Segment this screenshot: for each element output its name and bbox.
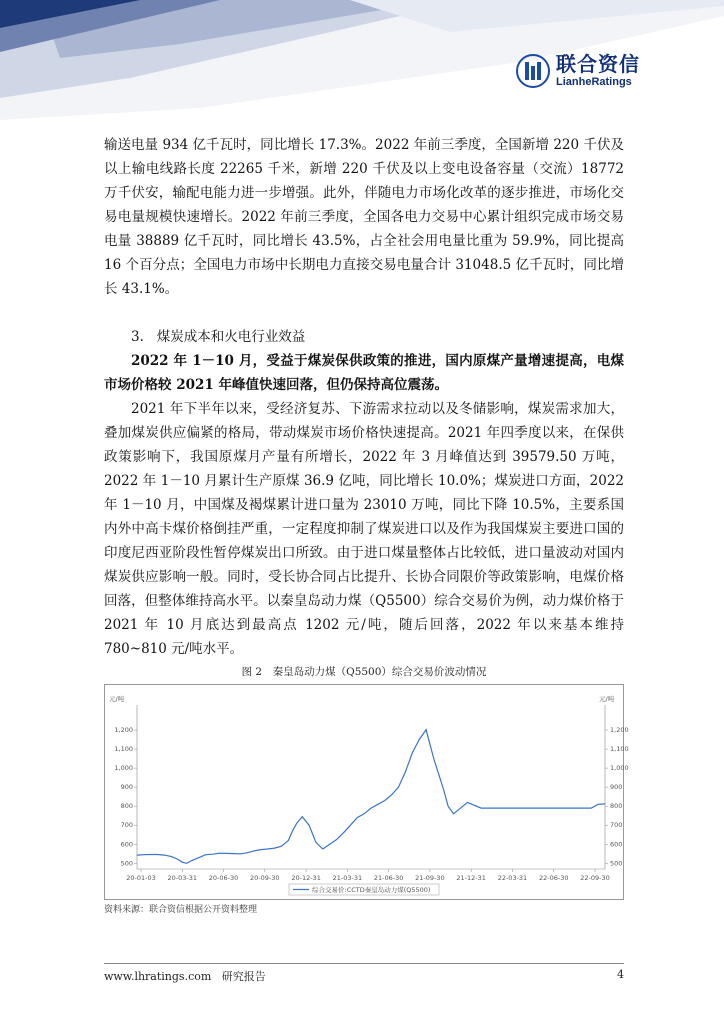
y-tick-label-left: 1,200 [114,726,133,735]
page-number: 4 [617,968,624,981]
data-point [296,823,297,824]
data-point [550,808,551,809]
data-point [467,802,468,803]
data-point [199,857,200,858]
x-tick-label: 22-06-30 [538,874,569,882]
y-tick-label-right: 800 [610,802,623,811]
data-point [378,804,379,805]
data-point [240,853,241,854]
data-point [448,806,449,807]
footer-divider [104,963,624,964]
y-tick-label-right: 700 [610,821,623,830]
bold-summary: 2022 年 1－10 月，受益于煤炭保供政策的推进，国内原煤产量增速提高，电煤市场价格较 2021 年峰值快速回落，但仍保持高位震荡。 [104,353,624,393]
y-tick-label-right: 500 [610,859,623,868]
data-point [292,831,293,832]
data-point [426,729,427,730]
x-tick-label: 22-03-31 [497,874,528,882]
lianhe-logo [516,54,640,88]
data-point [150,854,151,855]
x-tick-label: 21-09-30 [415,874,445,882]
data-point [536,808,537,809]
y-tick-label-right: 600 [610,840,623,849]
data-point [430,745,431,746]
series-line-q5500 [137,730,605,864]
data-point [302,816,303,817]
data-point [205,854,206,855]
data-point [605,804,606,805]
x-tick-label: 20-03-31 [167,874,198,882]
logo-cn-text: 联合资信 [556,52,640,76]
x-tick-label: 21-06-30 [373,874,404,882]
y-tick-label-left: 600 [120,840,133,849]
data-point [434,760,435,761]
data-point [508,808,509,809]
data-point [233,853,234,854]
data-point [267,849,268,850]
data-point [164,855,165,856]
section-heading: 3. 煤炭成本和火电行业效益 [131,329,306,345]
data-point [371,808,372,809]
x-tick-label: 21-12-31 [456,874,486,882]
y-tick-label-left: 1,100 [114,745,133,754]
data-point [598,804,599,805]
data-point [322,849,323,850]
data-point [343,832,344,833]
data-point [391,794,392,795]
y-tick-label-left: 500 [120,859,133,868]
data-point [336,839,337,840]
data-point [219,853,220,854]
data-point [281,846,282,847]
data-point [316,842,317,843]
coal-price-chart [104,684,629,900]
legend-label: 综合交易价:CCTD秦皇岛动力煤(Q5500) [312,886,431,894]
y-tick-label-left: 800 [120,802,133,811]
data-point [591,808,592,809]
data-point [563,808,564,809]
data-point [329,844,330,845]
data-point [247,852,248,853]
data-point [481,808,482,809]
y-tick-label-right: 900 [610,783,623,792]
coal-price-chart-svg [105,685,629,899]
data-point [577,808,578,809]
data-point [226,853,227,854]
y-tick-label-right: 1,200 [610,726,629,735]
x-tick-label: 20-06-30 [208,874,239,882]
data-point [412,753,413,754]
x-tick-label: 20-12-31 [291,874,321,882]
y-tick-label-right: 1,000 [610,764,629,773]
paragraph-transmission: 输送电量 934 亿千瓦时，同比增长 17.3%。2022 年前三季度，全国新增 220 千伏及以上输电线路长度 22265 千米，新增 220 千伏及以上变电设备容量（交流）18772 万千伏安，输配电能力进一步增强。此外，伴随电力市场化改革的逐步推进，市场化交易电量规模快速增长。2022 年前三季度，全国各电力交易中心累计组织完成市场交易电量 38889 亿千瓦时，同比增长 43.5%，占全社会用电量比重为 59.9%，同比提高 16 个百分点；全国电力市场中长期电力直接交易电量合计 31048.5 亿千瓦时，同比增长 43.1%。 [104,137,624,297]
data-point [453,813,454,814]
data-point [384,800,385,801]
data-point [157,854,158,855]
data-point [182,862,183,863]
data-point [419,739,420,740]
y-axis-label-left: 元/吨 [109,695,125,703]
body-content [104,133,624,661]
figure-source: 资料来源：联合资信根据公开资料整理 [104,905,258,915]
data-point [309,825,310,826]
x-tick-label: 22-09-30 [580,874,610,882]
data-point [398,787,399,788]
data-point [186,863,187,864]
figure-title: 图 2 秦皇岛动力煤（Q5500）综合交易价波动情况 [241,666,487,678]
data-point [350,825,351,826]
data-point [254,851,255,852]
data-point [212,854,213,855]
data-point [274,848,275,849]
lianhe-logo-icon [516,54,550,88]
y-tick-label-left: 700 [120,821,133,830]
data-point [178,859,179,860]
data-point [137,855,138,856]
x-tick-label: 21-03-31 [332,874,363,882]
footer-site: www.lhratings.com 研究报告 [104,970,266,983]
y-tick-label-left: 1,000 [114,764,133,773]
logo-en-text: LianheRatings [556,76,632,88]
data-point [192,860,193,861]
y-axis-label-right: 元/吨 [599,695,615,703]
data-point [261,849,262,850]
data-point [288,840,289,841]
data-point [405,772,406,773]
data-point [357,817,358,818]
x-tick-label: 20-09-30 [250,874,280,882]
data-point [171,856,172,857]
data-point [522,808,523,809]
y-tick-label-left: 900 [120,783,133,792]
x-tick-label: 20-01-03 [126,874,156,882]
data-point [495,808,496,809]
data-point [144,854,145,855]
y-tick-label-right: 1,100 [610,745,629,754]
paragraph-coal: 2021 年下半年以来，受经济复苏、下游需求拉动以及冬储影响，煤炭需求加大，叠加煤炭供应偏紧的格局，带动煤炭市场价格快速提高。2021 年四季度以来，在保供政策影响下，我国原煤月产量有所增长，2022 年 3 月峰值达到 39579.50 万吨，2022 年 1－10 月累计生产原煤 36.9 亿吨，同比增长 10.0%；煤炭进口方面，2022 年 1－10 月，中国煤及褐煤累计进口量为 23010 万吨，同比下降 10.5%，主要系国内外中高卡煤价格倒挂严重，一定程度抑制了煤炭进口以及作为我国煤炭主要进口国的印度尼西亚阶段性暂停煤炭出口所致。由于进口煤量整体占比较低，进口量波动对国内煤炭供应影响一般。同时，受长协合同占比提升、长协合同限价等政策影响，电煤价格回落，但整体维持高水平。以秦皇岛动力煤（Q5500）综合交易价为例，动力煤价格于 2021 年 10 月底达到最高点 1202 元/吨，随后回落，2022 年以来基本维持 780~810 元/吨水平。 [104,401,624,657]
data-point [439,777,440,778]
data-point [444,791,445,792]
data-point [364,813,365,814]
